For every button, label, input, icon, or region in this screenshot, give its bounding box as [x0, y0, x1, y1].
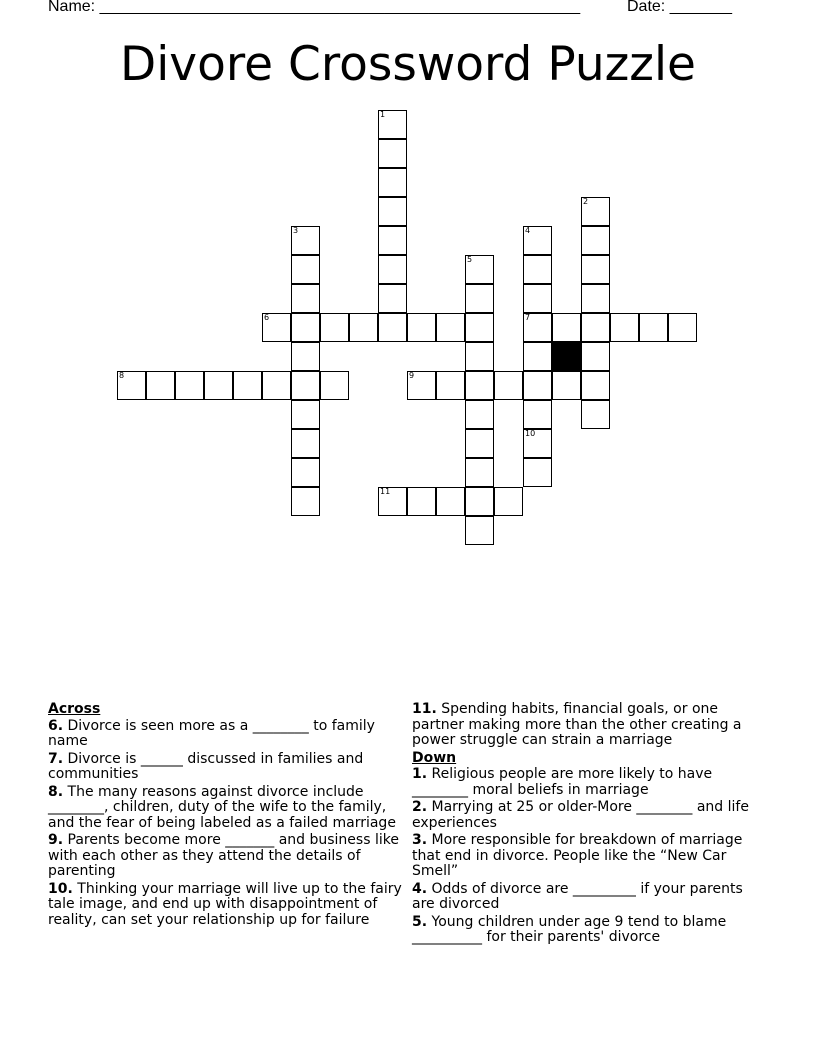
clue-number-label: 9 — [409, 371, 415, 380]
page-title: Divore Crossword Puzzle — [120, 37, 696, 92]
grid-cell[interactable] — [552, 371, 581, 400]
clue-down-2 — [412, 800, 757, 831]
clue-number-label: 6 — [264, 313, 270, 322]
date-field[interactable]: Date: _______ — [627, 0, 732, 15]
grid-cell[interactable] — [378, 226, 407, 255]
grid-cell[interactable] — [378, 110, 407, 139]
grid-cell[interactable] — [407, 313, 436, 342]
grid-cell[interactable] — [204, 371, 233, 400]
clue-number: 11. — [412, 701, 437, 717]
clue-text: Spending habits, financial goals, or one partner making more than the other creating a power struggle can strain a marriage — [412, 701, 742, 748]
grid-cell[interactable] — [407, 487, 436, 516]
grid-cell[interactable] — [291, 487, 320, 516]
grid-cell[interactable] — [291, 313, 320, 342]
grid-cell[interactable] — [291, 255, 320, 284]
grid-cell[interactable] — [523, 400, 552, 429]
grid-cell[interactable] — [320, 371, 349, 400]
grid-cell[interactable] — [291, 342, 320, 371]
grid-cell[interactable] — [581, 313, 610, 342]
grid-cell[interactable] — [610, 313, 639, 342]
grid-cell[interactable] — [378, 487, 407, 516]
clue-column-right — [412, 702, 757, 948]
clue-number: 10. — [48, 880, 73, 897]
grid-cell[interactable] — [436, 313, 465, 342]
clue-number-label: 10 — [525, 429, 536, 438]
grid-cell[interactable] — [639, 313, 668, 342]
clue-text: Religious people are more likely to have ________ moral beliefs in marriage — [412, 766, 713, 798]
clue-number: 9. — [48, 832, 64, 848]
clue-number-label: 5 — [467, 255, 473, 264]
clue-text: Thinking your marriage will live up to the fairy tale image, and end up with disappointment of reality, can set your relationship up for failure — [48, 880, 402, 928]
down-heading: Down — [412, 749, 457, 766]
clue-number-label: 4 — [525, 226, 531, 235]
clue-down-3 — [412, 833, 757, 880]
grid-cell[interactable] — [523, 342, 552, 371]
grid-cell[interactable] — [378, 197, 407, 226]
grid-cell[interactable] — [262, 313, 291, 342]
grid-cell[interactable] — [465, 284, 494, 313]
grid-cell[interactable] — [465, 400, 494, 429]
grid-cell[interactable] — [581, 371, 610, 400]
grid-cell[interactable] — [581, 284, 610, 313]
grid-cell[interactable] — [291, 284, 320, 313]
grid-cell[interactable] — [494, 371, 523, 400]
clue-across-6 — [48, 719, 404, 750]
grid-cell[interactable] — [523, 313, 552, 342]
clue-number: 2. — [412, 799, 428, 815]
grid-cell[interactable] — [581, 255, 610, 284]
grid-cell[interactable] — [523, 429, 552, 458]
grid-cell[interactable] — [581, 197, 610, 226]
clue-down-1 — [412, 767, 757, 798]
grid-cell[interactable] — [581, 400, 610, 429]
grid-cell[interactable] — [378, 139, 407, 168]
grid-cell[interactable] — [117, 371, 146, 400]
grid-cell[interactable] — [465, 255, 494, 284]
grid-cell[interactable] — [465, 371, 494, 400]
grid-cell[interactable] — [436, 371, 465, 400]
clue-text: Parents become more _______ and business like with each other as they attend the details of parenting — [48, 832, 399, 879]
grid-cell[interactable] — [465, 313, 494, 342]
grid-block-cell — [552, 342, 581, 371]
grid-cell[interactable] — [291, 400, 320, 429]
grid-cell[interactable] — [523, 226, 552, 255]
clue-text: The many reasons against divorce include ________, children, duty of the wife to the family, and the fear of being labeled as a failed marriage — [48, 783, 396, 831]
grid-cell[interactable] — [465, 342, 494, 371]
grid-cell[interactable] — [407, 371, 436, 400]
grid-cell[interactable] — [465, 429, 494, 458]
clue-text: Marrying at 25 or older-More ________ and life experiences — [412, 799, 749, 831]
grid-cell[interactable] — [668, 313, 697, 342]
clue-number-label: 3 — [293, 226, 299, 235]
grid-cell[interactable] — [291, 458, 320, 487]
clue-number: 7. — [48, 750, 64, 767]
grid-cell[interactable] — [552, 313, 581, 342]
clue-text: Divorce is seen more as a ________ to family name — [48, 717, 375, 749]
clue-text: Odds of divorce are _________ if your parents are divorced — [412, 880, 743, 912]
clue-across-9 — [48, 833, 404, 880]
clue-text: More responsible for breakdown of marriage that end in divorce. People like the “New Car Smell” — [412, 832, 743, 879]
grid-cell[interactable] — [291, 226, 320, 255]
grid-cell[interactable] — [465, 458, 494, 487]
grid-cell[interactable] — [291, 429, 320, 458]
across-heading: Across — [48, 701, 101, 717]
clue-number: 3. — [412, 832, 428, 848]
clue-down-4 — [412, 882, 757, 913]
clue-across-7 — [48, 752, 404, 783]
grid-cell[interactable] — [581, 342, 610, 371]
clue-number-label: 7 — [525, 313, 531, 322]
grid-cell[interactable] — [175, 371, 204, 400]
clue-across-8 — [48, 785, 404, 832]
name-field[interactable]: Name: ______________________________________________________ — [48, 0, 581, 15]
grid-cell[interactable] — [523, 255, 552, 284]
grid-cell[interactable] — [494, 487, 523, 516]
grid-cell[interactable] — [291, 371, 320, 400]
grid-cell[interactable] — [378, 313, 407, 342]
clue-number: 6. — [48, 717, 64, 734]
grid-cell[interactable] — [146, 371, 175, 400]
clue-column-left — [48, 702, 404, 930]
grid-cell[interactable] — [465, 487, 494, 516]
clue-number-label: 1 — [380, 110, 386, 119]
grid-cell[interactable] — [349, 313, 378, 342]
clue-number: 8. — [48, 783, 64, 800]
clue-number-label: 2 — [583, 197, 589, 206]
grid-cell[interactable] — [233, 371, 262, 400]
grid-cell[interactable] — [262, 371, 291, 400]
grid-cell[interactable] — [523, 458, 552, 487]
clue-text: Young children under age 9 tend to blame __________ for their parents' divorce — [412, 913, 727, 945]
grid-cell[interactable] — [378, 255, 407, 284]
clue-down-5 — [412, 915, 757, 946]
grid-cell[interactable] — [523, 371, 552, 400]
grid-cell[interactable] — [523, 284, 552, 313]
clue-number: 1. — [412, 766, 428, 782]
grid-cell[interactable] — [378, 284, 407, 313]
grid-cell[interactable] — [436, 487, 465, 516]
clue-number-label: 8 — [119, 371, 125, 380]
clue-number-label: 11 — [380, 487, 391, 496]
clue-across-10 — [48, 882, 404, 929]
grid-cell[interactable] — [378, 168, 407, 197]
grid-cell[interactable] — [465, 516, 494, 545]
clue-text: Divorce is ______ discussed in families and communities — [48, 750, 364, 782]
clue-number: 5. — [412, 913, 428, 930]
clue-across-11 — [412, 702, 757, 749]
clue-number: 4. — [412, 880, 428, 897]
grid-cell[interactable] — [581, 226, 610, 255]
grid-cell[interactable] — [320, 313, 349, 342]
